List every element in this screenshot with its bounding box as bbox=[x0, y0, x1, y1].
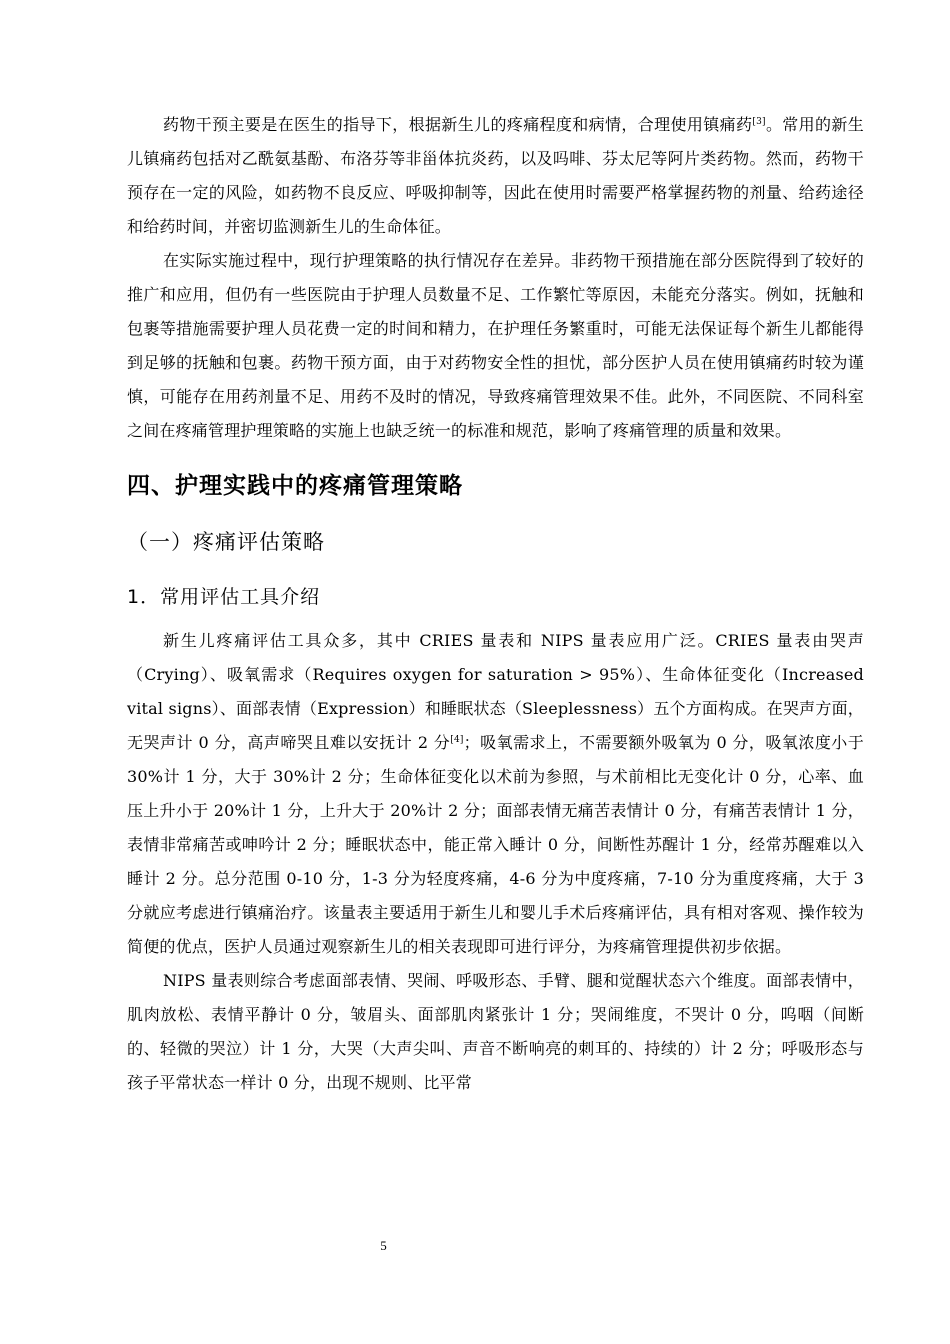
paragraph-cries-scale bbox=[127, 624, 864, 964]
paragraph-implementation: 在实际实施过程中，现行护理策略的执行情况存在差异。非药物干预措施在部分医院得到了较好的推广和应用，但仍有一些医院由于护理人员数量不足、工作繁忙等原因，未能充分落实。例如，抚触和包裹等措施需要护理人员花费一定的时间和精力，在护理任务繁重时，可能无法保证每个新生儿都能得到足够的抚触和包裹。药物干预方面，由于对药物安全性的担忧，部分医护人员在使用镇痛药时较为谨慎，可能存在用药剂量不足、用药不及时的情况，导致疼痛管理效果不佳。此外，不同医院、不同科室之间在疼痛管理护理策略的实施上也缺乏统一的标准和规范，影响了疼痛管理的质量和效果。 bbox=[127, 251, 864, 440]
page-content bbox=[127, 108, 864, 1100]
page-number: 5 bbox=[380, 1238, 387, 1253]
section-heading: 四、护理实践中的疼痛管理策略 bbox=[127, 473, 463, 499]
paragraph-text: 。常用的新生儿镇痛药包括对乙酰氨基酚、布洛芬等非甾体抗炎药，以及吗啡、芬太尼等阿片类药物。然而，药物干预存在一定的风险，如药物不良反应、呼吸抑制等，因此在使用时需要严格掌握药物的剂量、给药途径和给药时间，并密切监测新生儿的生命体征。 bbox=[127, 115, 864, 236]
paragraph-nips-scale: NIPS 量表则综合考虑面部表情、哭闹、呼吸形态、手臂、腿和觉醒状态六个维度。面部表情中，肌肉放松、表情平静计 0 分，皱眉头、面部肌肉紧张计 1 分；哭闹维度，不哭计 0 分，呜咽（间断的、轻微的哭泣）计 1 分，大哭（大声尖叫、声音不断响亮的刺耳的、持续的）计 2 分；呼吸形态与孩子平常状态一样计 0 分，出现不规则、比平常 bbox=[127, 971, 864, 1092]
subsection-heading: （一）疼痛评估策略 bbox=[127, 530, 325, 554]
sub-subsection-heading: 1．常用评估工具介绍 bbox=[127, 586, 321, 608]
citation-ref: [4] bbox=[450, 735, 464, 745]
paragraph-drug-intervention bbox=[127, 108, 864, 244]
citation-ref: [3] bbox=[752, 117, 766, 127]
paragraph-text: 药物干预主要是在医生的指导下，根据新生儿的疼痛程度和病情，合理使用镇痛药 bbox=[163, 115, 753, 134]
paragraph-text: 新生儿疼痛评估工具众多，其中 CRIES 量表和 NIPS 量表应用广泛。CRIES 量表由哭声（Crying）、吸氧需求（Requires oxygen for saturation > 95%）、生命体征变化（Increased vital signs）、面部表情（Expression）和睡眠状态（Sleeplessness）五个方面构成。在哭声方面，无哭声计 0 分，高声啼哭且难以安抚计 2 分 bbox=[127, 631, 864, 752]
paragraph-text: ；吸氧需求上，不需要额外吸氧为 0 分，吸氧浓度小于 30%计 1 分，大于 30%计 2 分；生命体征变化以术前为参照，与术前相比无变化计 0 分，心率、血压上升小于 20%计 1 分，上升大于 20%计 2 分；面部表情无痛苦表情计 0 分，有痛苦表情计 1 分，表情非常痛苦或呻吟计 2 分；睡眠状态中，能正常入睡计 0 分，间断性苏醒计 1 分，经常苏醒难以入睡计 2 分。总分范围 0-10 分，1-3 分为轻度疼痛，4-6 分为中度疼痛，7-10 分为重度疼痛，大于 3 分就应考虑进行镇痛治疗。该量表主要适用于新生儿和婴儿手术后疼痛评估，具有相对客观、操作较为简便的优点，医护人员通过观察新生儿的相关表现即可进行评分，为疼痛管理提供初步依据。 bbox=[127, 733, 864, 956]
